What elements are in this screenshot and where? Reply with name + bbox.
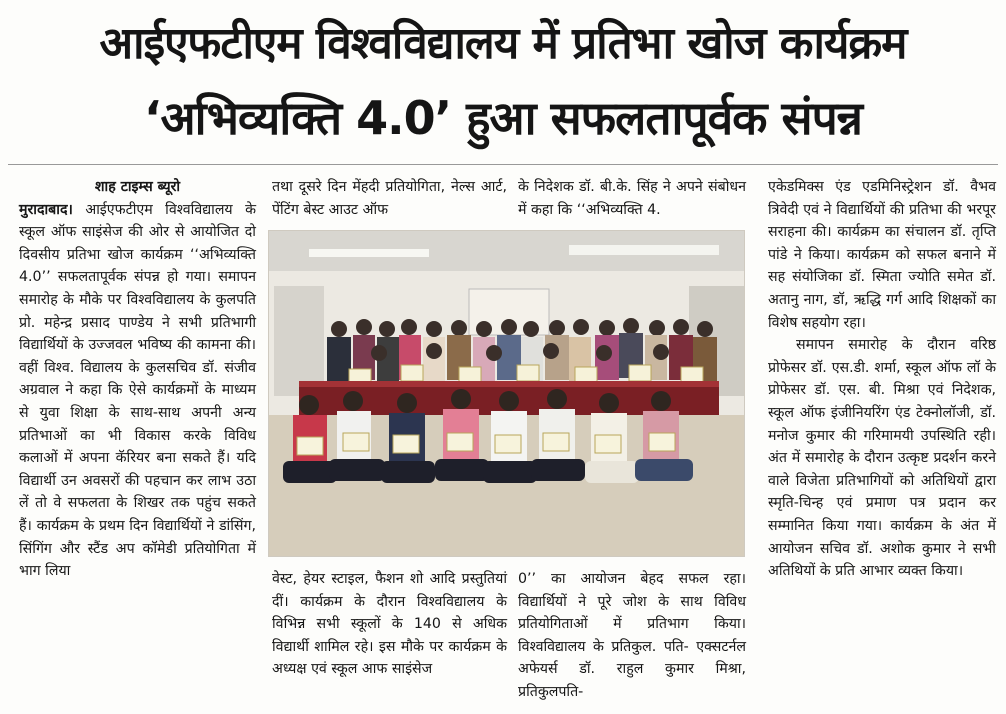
- headline-line-1: आईएफटीएम विश्वविद्यालय में प्रतिभा खोज कार्यक्रम: [99, 18, 907, 69]
- column-2-bottom-text: वेस्ट, हेयर स्टाइल, फैशन शो आदि प्रस्तुतियां दीं। कार्यक्रम के दौरान विश्वविद्यालय के विभिन्न सभी स्कूलों के 140 से अधिक विद्यार्थी शामिल रहे। इस मौके पर कार्यक्रम के अध्यक्ष एवं स्कूल आफ साइंसेज: [272, 571, 507, 678]
- event-photo: [268, 230, 745, 557]
- column-2-top-text: तथा दूसरे दिन मेंहदी प्रतियोगिता, नेल्स आर्ट, पेंटिंग बेस्ट आउट ऑफ: [272, 179, 507, 218]
- column-4-paragraph-2: समापन समारोह के दौरान वरिष्ठ प्रोफेसर डॉ. एस.डी. शर्मा, स्कूल ऑफ लॉ के प्रोफेसर डॉ. एस. बी. मिश्रा एवं निदेशक, स्कूल ऑफ इंजीनियरिंग एंड टेक्नोलॉजी, डॉ. मनोज कुमार की गरिमामयी उपस्थिति रही। अंत में समारोह के दौरान उत्कृष्ट प्रदर्शन करने वाले विजेता प्रतिभागियों को अतिथियों द्वारा स्मृति-चिन्ह एवं प्रमाण पत्र प्रदान कर सम्मानित किया गया। कार्यक्रम के अंत में आयोजन सचिव डॉ. अशोक कुमार ने सभी अतिथियों के प्रति आभार व्यक्त किया।: [768, 337, 996, 580]
- column-3-bottom-text: 0’’ का आयोजन बेहद सफल रहा। विद्यार्थियों ने पूरे जोश के साथ विविध प्रतियोगिताओं में प्रतिभाग किया। विश्वविद्यालय के प्रतिकुल. पति- एक्सटर्नल अफेयर्स डॉ. राहुल कुमार मिश्रा, प्रतिकुलपति-: [518, 571, 746, 700]
- column-4-paragraph-1: एकेडमिक्स एंड एडमिनिस्ट्रेशन डॉ. वैभव त्रिवेदी एवं ने विद्यार्थियों की प्रतिभा की भरपूर सराहना की। कार्यक्रम का संचालन डॉ. तृप्ति पांडे ने किया। कार्यक्रम को सफल बनाने में सह संयोजिका डॉ. स्मिता ज्योति समेत डॉ. अतानु नाग, डॉ, ऋद्धि गर्ग आदि शिक्षकों का विशेष सहयोग रहा।: [768, 179, 996, 331]
- article-column-4: [768, 176, 996, 583]
- headline-divider: [8, 164, 998, 165]
- column-1-text: आईएफटीएम विश्वविद्यालय के स्कूल ऑफ साइंसेज की ओर से आयोजित दो दिवसीय प्रतिभा खोज कार्यक्रम ‘‘अभिव्यक्ति 4.0’’ सफलतापूर्वक संपन्न हो गया। समापन समारोह के मौके पर विश्वविद्यालय के कुलपति प्रो. महेन्द्र प्रसाद पाण्डेय ने सभी प्रतिभागी विद्यार्थियों के उज्जवल भविष्य की कामना की। वहीं विश्व. विद्यालय के कुलसचिव डॉ. संजीव अग्रवाल ने कहा कि ऐसे कार्यक्रमों के माध्यम से युवा शिक्षा के साथ-साथ अपनी अन्य प्रतिभाओं का भी विकास करके विविध कलाओं में अपना कॅरियर बना सकते हैं। यदि विद्यार्थी उन अवसरों की पहचान कर लाभ उठा लें तो वे सफलता के शिखर तक पहुंच सकते हैं। कार्यक्रम के प्रथम दिन विद्यार्थियों ने डांसिंग, सिंगिंग और स्टैंड अप कॉमेडी प्रतियोगिता में भाग लिया: [19, 201, 257, 580]
- headline-line-2: ‘अभिव्यक्ति 4.0’ हुआ सफलतापूर्वक संपन्न: [144, 91, 862, 145]
- byline: शाह टाइम्स ब्यूरो: [94, 179, 181, 195]
- article-column-1: [19, 176, 256, 583]
- column-3-top-text: के निदेशक डॉ. बी.के. सिंह ने अपने संबोधन में कहा कि ‘‘अभिव्यक्ति 4.: [518, 179, 746, 218]
- dateline: मुरादाबाद।: [19, 201, 73, 218]
